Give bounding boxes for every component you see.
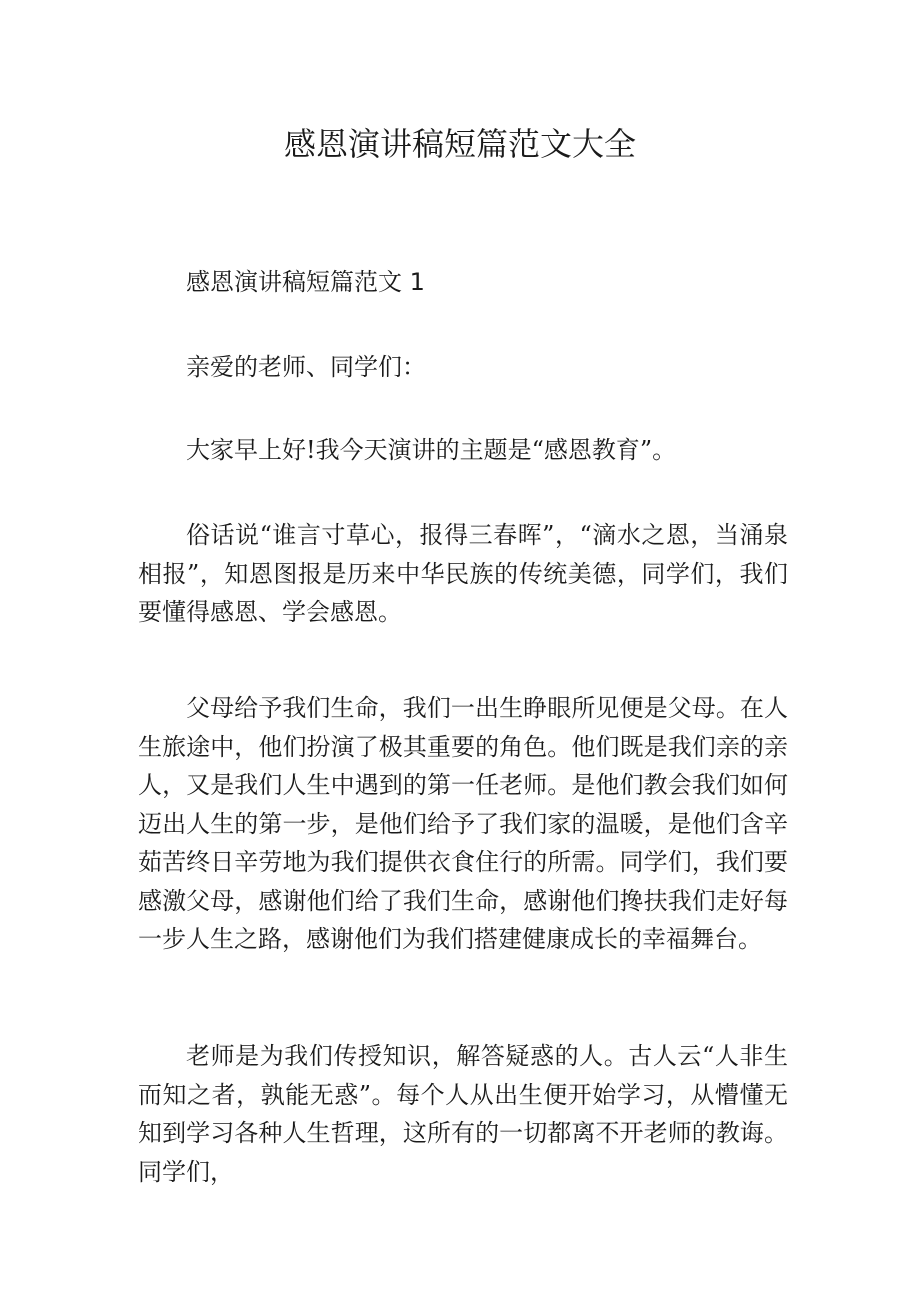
- greeting: 亲爱的老师、同学们：: [186, 353, 426, 381]
- paragraph-2: 俗话说“谁言寸草心，报得三春晖”，“滴水之恩，当涌泉相报”，知恩图报是历来中华民族的传统美德，同学们，我们要懂得感恩、学会感恩。: [138, 521, 788, 626]
- paragraph-4: 老师是为我们传授知识，解答疑惑的人。古人云“人非生而知之者，孰能无惑”。每个人从出生便开始学习，从懵懂无知到学习各种人生哲理，这所有的一切都离不开老师的教诲。同学们，: [138, 1042, 788, 1186]
- section-heading: 感恩演讲稿短篇范文 1: [186, 268, 425, 296]
- paragraph-3: 父母给予我们生命，我们一出生睁眼所见便是父母。在人生旅途中，他们扮演了极其重要的角色。他们既是我们亲的亲人，又是我们人生中遇到的第一任老师。是他们教会我们如何迈出人生的第一步，是他们给予了我们家的温暖，是他们含辛茹苦终日辛劳地为我们提供衣食住行的所需。同学们，我们要感激父母，感谢他们给了我们生命，感谢他们搀扶我们走好每一步人生之路，感谢他们为我们搭建健康成长的幸福舞台。: [138, 694, 788, 953]
- paragraph-1: 大家早上好!我今天演讲的主题是“感恩教育”。: [186, 436, 677, 464]
- document-title: 感恩演讲稿短篇范文大全: [283, 125, 636, 163]
